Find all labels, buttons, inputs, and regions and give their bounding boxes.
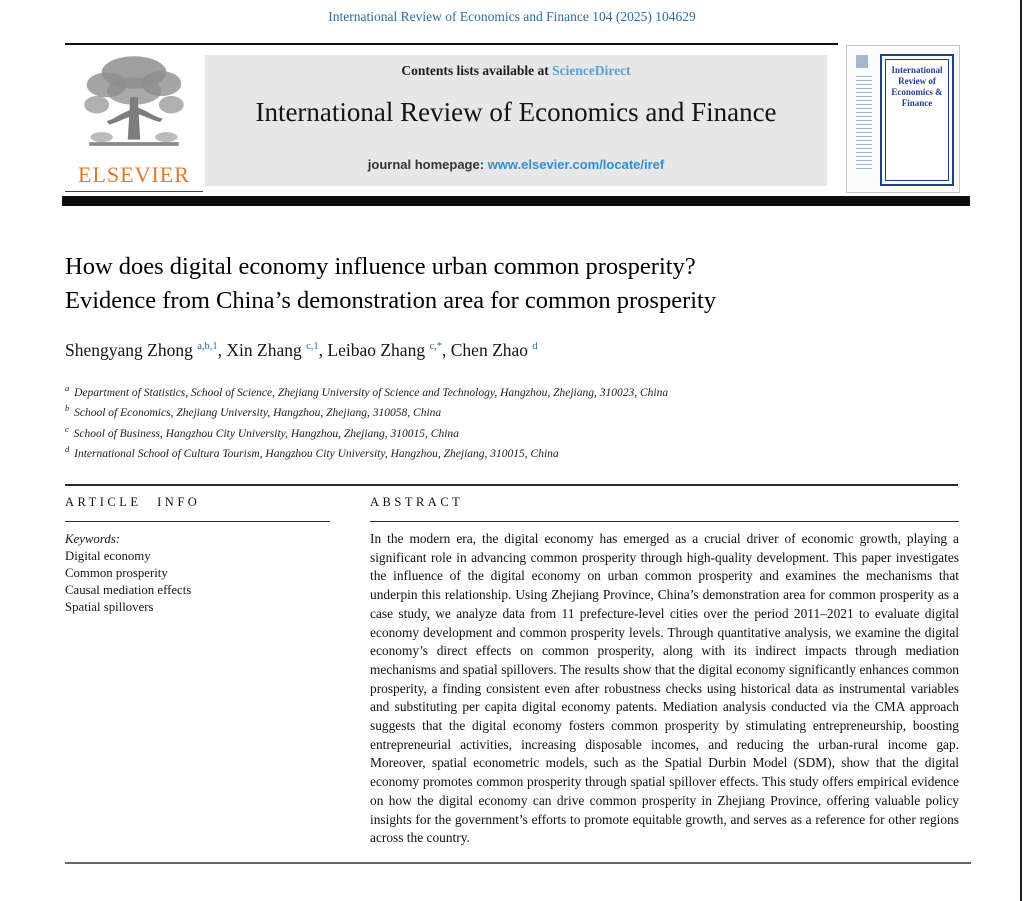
author-affiliation-ref[interactable]: c,* bbox=[429, 341, 442, 353]
cover-emblem-icon bbox=[856, 55, 868, 68]
page-right-edge-line bbox=[1020, 0, 1022, 901]
elsevier-logo bbox=[65, 48, 203, 192]
info-section-bottom-divider bbox=[65, 862, 971, 864]
author-name: Leibao Zhang bbox=[327, 340, 430, 360]
cover-journal-title: International Review of Economics & Finance bbox=[891, 65, 943, 108]
keywords-list bbox=[65, 548, 330, 616]
elsevier-tree-icon bbox=[71, 50, 197, 162]
journal-header-box bbox=[205, 55, 827, 186]
contents-prefix: Contents lists available at bbox=[401, 63, 553, 78]
article-info-heading: ARTICLE INFO bbox=[65, 495, 201, 509]
article-info-divider bbox=[65, 521, 330, 522]
homepage-prefix: journal homepage: bbox=[367, 157, 488, 172]
author-name: Shengyang Zhong bbox=[65, 340, 198, 360]
keyword-item: Common prosperity bbox=[65, 566, 168, 580]
keyword-item: Spatial spillovers bbox=[65, 600, 154, 614]
journal-title: International Review of Economics and Finance bbox=[255, 97, 777, 127]
article-title-line2: Evidence from China’s demonstration area for common prosperity bbox=[65, 287, 717, 314]
journal-cover-thumbnail bbox=[846, 45, 960, 193]
authors-line: Shengyang Zhong $^{a,b,1}$, Xin Zhang $^{c,1}$, Leibao Zhang $^{c,*}$, Chen Zhao $^d$ bbox=[65, 340, 538, 360]
journal-citation-link[interactable]: International Review of Economics and Finance 104 (2025) 104629 bbox=[328, 9, 696, 24]
author-name: Xin Zhang bbox=[226, 340, 307, 360]
keywords-label: Keywords: bbox=[65, 532, 120, 546]
article-info-column bbox=[65, 495, 330, 616]
homepage-line bbox=[205, 157, 827, 172]
abstract-heading: ABSTRACT bbox=[370, 495, 464, 509]
header-top-divider bbox=[65, 43, 838, 45]
info-section-top-divider bbox=[65, 484, 958, 486]
affiliation-line: $^b$ School of Economics, Zhejiang University, Hangzhou, Zhejiang, 310058, China bbox=[65, 403, 442, 420]
affiliation-line: $^a$ Department of Statistics, School of Science, Zhejiang University of Science and Technology, Hangzhou, Zhejiang, 310023, China bbox=[65, 383, 669, 399]
author-affiliation-ref[interactable]: a,b,1 bbox=[197, 341, 218, 353]
article-title bbox=[65, 250, 965, 318]
contents-line bbox=[205, 63, 827, 79]
affiliations bbox=[65, 381, 965, 462]
affiliation-line: $^d$ International School of Cultura Tourism, Hangzhou City University, Hangzhou, Zhejiang, 310015, China bbox=[65, 443, 559, 460]
author-affiliation-ref[interactable]: d bbox=[532, 341, 538, 353]
sciencedirect-link[interactable]: ScienceDirect bbox=[552, 63, 631, 78]
keyword-item: Causal mediation effects bbox=[65, 583, 192, 597]
abstract-column bbox=[370, 495, 959, 848]
author-affiliation-ref[interactable]: c,1 bbox=[306, 341, 319, 353]
header-thick-bar bbox=[62, 196, 970, 206]
cover-title-box bbox=[880, 54, 954, 186]
keyword-item: Digital economy bbox=[65, 549, 151, 563]
article-title-line1: How does digital economy influence urban common prosperity? bbox=[65, 253, 696, 280]
abstract-text: In the modern era, the digital economy has emerged as a crucial driver of economic growth, playing a significant role in advancing common prosperity through high-quality development. This paper investigates the influence of the digital economy on urban common prosperity and examines the mechanisms that underpin this relationship. Using Zhejiang Province, China’s demonstration area for common prosperity as a case study, we analyze data from 11 prefecture-level cities over the period 2011–2021 to evaluate digital economy development and common prosperity levels. Through quantitative analysis, we examine the digital economy’s direct effects on common prosperity, along with its indirect impacts through mediation mechanisms and spatial spillovers. The results show that the digital economy significantly enhances common prosperity, a finding consistent even after robustness checks using historical data as instrumental variables and substituting per capita digital economy patents. Mediation analysis conducted via the CMA approach suggests that the digital economy fosters common prosperity by stimulating entrepreneurship, boosting entrepreneurial activities, increasing disposable incomes, and reducing the urban-rural income gap. Moreover, spatial econometric models, such as the Spatial Durbin Model (SDM), show that the digital economy promotes common prosperity through spatial spillover effects. This study offers empirical evidence on how the digital economy can drive common prosperity in Zhejiang Province, offering valuable policy insights for the government’s efforts to promote equitable growth, and serves as a reference for other regions across the country. bbox=[370, 531, 959, 846]
journal-homepage-link[interactable]: www.elsevier.com/locate/iref bbox=[487, 157, 665, 172]
elsevier-wordmark: ELSEVIER bbox=[78, 162, 190, 187]
abstract-divider bbox=[370, 521, 959, 522]
cover-side-text bbox=[856, 76, 872, 172]
author-name: Chen Zhao bbox=[450, 340, 533, 360]
affiliation-line: $^c$ School of Business, Hangzhou City University, Hangzhou, Zhejiang, 310015, China bbox=[65, 423, 459, 440]
